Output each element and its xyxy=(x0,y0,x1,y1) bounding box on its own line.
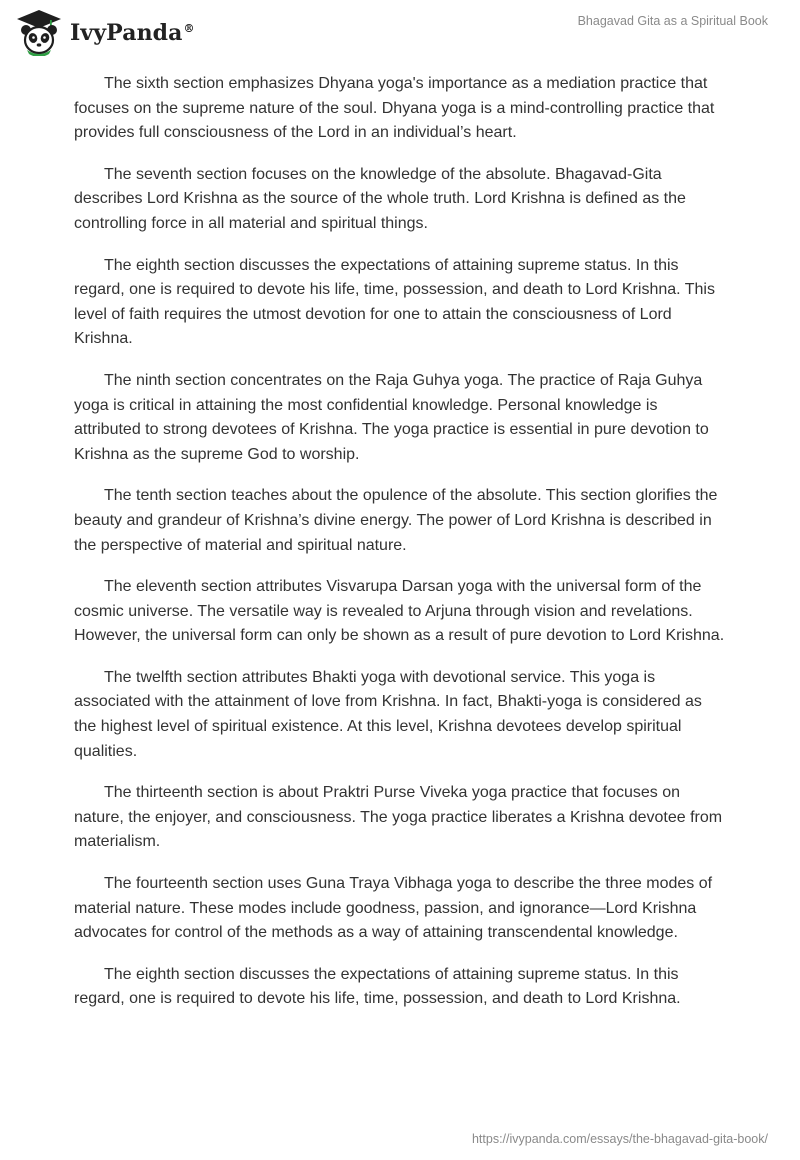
paragraph-eleventh-section: The eleventh section attributes Visvarupa Darsan yoga with the universal form of the cosmic universe. The versatile way is revealed to Arjuna through vision and revelations. However, the universal form can only be shown as a result of pure devotion to Lord Krishna. xyxy=(74,578,725,645)
panda-graduate-icon xyxy=(14,8,64,56)
paragraph-twelfth-section: The twelfth section attributes Bhakti yoga with devotional service. This yoga is associated with the attainment of love from Krishna. In fact, Bhakti-yoga is considered as the highest level of spiritual existence. At this level, Krishna devotees develop spiritual qualities. xyxy=(74,668,702,760)
registered-mark: ® xyxy=(183,21,195,35)
paragraph-eighth-section: The eighth section discusses the expectations of attaining supreme status. In this regard, one is required to devote his life, time, possession, and death to Lord Krishna. This level of faith requires the utmost devotion for one to attain the consciousness of Lord Krishna. xyxy=(74,256,715,348)
paragraph-sixth-section: The sixth section emphasizes Dhyana yoga's importance as a mediation practice that focuses on the supreme nature of the soul. Dhyana yoga is a mind-controlling practice that provides full consciousness of the Lord in an individual’s heart. xyxy=(74,75,715,142)
paragraph-thirteenth-section: The thirteenth section is about Praktri Purse Viveka yoga practice that focuses on nature, the enjoyer, and consciousness. The yoga practice liberates a Krishna devotee from materialism. xyxy=(74,784,723,851)
essay-body xyxy=(74,72,728,1029)
paragraph-tenth-section: The tenth section teaches about the opulence of the absolute. This section glorifies the beauty and grandeur of Krishna’s divine energy. The power of Lord Krishna is described in the perspective of material and spiritual nature. xyxy=(74,487,718,554)
document-title: Bhagavad Gita as a Spiritual Book xyxy=(577,14,768,28)
logo-wordmark: IvyPanda® xyxy=(70,20,195,46)
paragraph-seventh-section: The seventh section focuses on the knowledge of the absolute. Bhagavad-Gita describes Lord Krishna as the source of the whole truth. Lord Krishna is defined as the controlling force in all material and spiritual things. xyxy=(74,165,686,232)
paragraph-eighth-section-repeat: The eighth section discusses the expectations of attaining supreme status. In this regard, one is required to devote his life, time, possession, and death to Lord Krishna. xyxy=(74,965,681,1008)
paragraph-ninth-section: The ninth section concentrates on the Raja Guhya yoga. The practice of Raja Guhya yoga is critical in attaining the most confidential knowledge. Personal knowledge is attributed to strong devotees of Krishna. The yoga practice is essential in pure devotion to Krishna as the supreme God to worship. xyxy=(74,371,709,463)
paragraph-fourteenth-section: The fourteenth section uses Guna Traya Vibhaga yoga to describe the three modes of material nature. These modes include goodness, passion, and ignorance—Lord Krishna advocates for control of the methods as a way of attaining transcendental knowledge. xyxy=(74,875,713,942)
source-url-link[interactable]: https://ivypanda.com/essays/the-bhagavad-gita-book/ xyxy=(471,1132,768,1146)
ivypanda-logo[interactable] xyxy=(14,8,195,56)
